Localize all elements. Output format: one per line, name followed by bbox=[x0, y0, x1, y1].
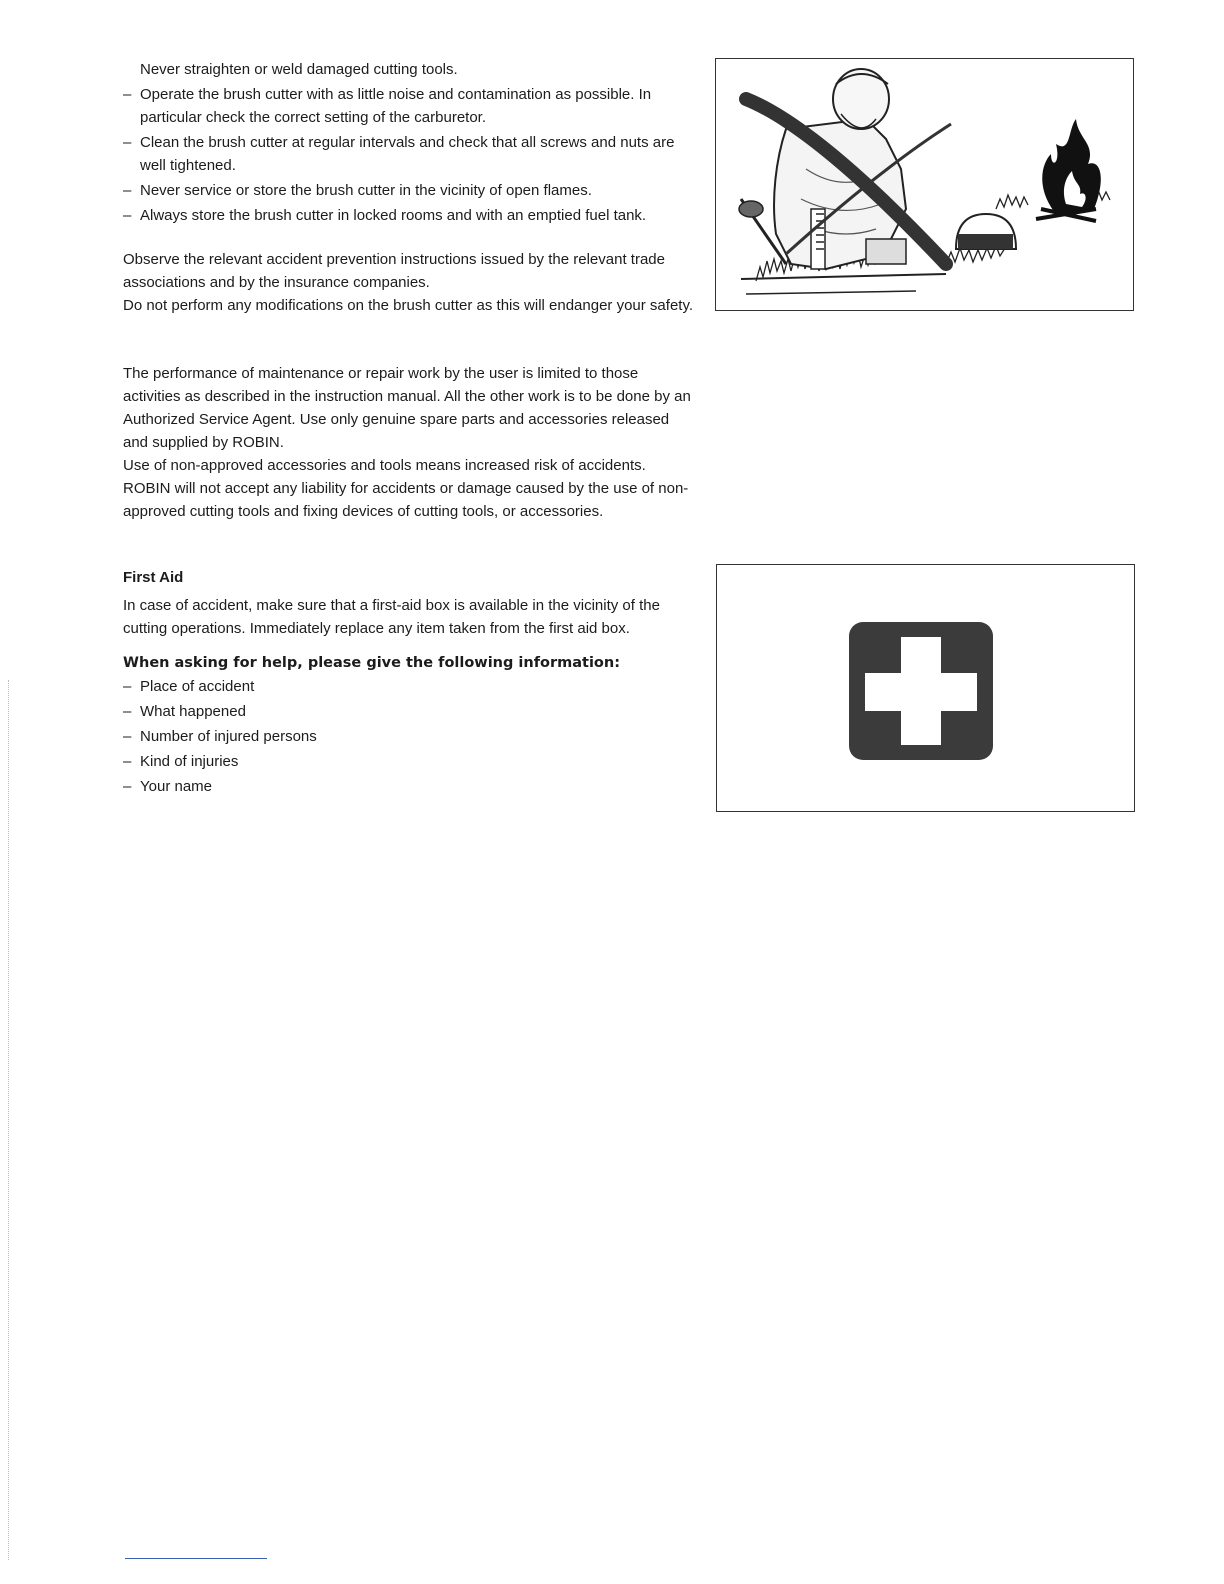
list-item-text: Never service or store the brush cutter in the vicinity of open flames. bbox=[140, 182, 592, 199]
list-item-text: Kind of injuries bbox=[140, 753, 239, 770]
safety-paragraphs bbox=[123, 248, 693, 317]
list-dash: – bbox=[123, 207, 132, 224]
list-item bbox=[123, 204, 693, 227]
list-dash: – bbox=[123, 678, 132, 695]
list-dash: – bbox=[123, 753, 132, 770]
list-item-text: Clean the brush cutter at regular intervals and check that all screws and nuts are well tightened. bbox=[140, 134, 675, 174]
list-item bbox=[123, 675, 693, 698]
no-open-flame-icon bbox=[716, 59, 1133, 310]
list-item bbox=[123, 83, 693, 129]
maintenance-paragraphs bbox=[123, 362, 693, 523]
list-item-text: Number of injured persons bbox=[140, 728, 317, 745]
list-dash: – bbox=[123, 182, 132, 199]
list-item bbox=[123, 725, 693, 748]
list-dash: – bbox=[123, 703, 132, 720]
list-item-text: What happened bbox=[140, 703, 246, 720]
list-item bbox=[123, 131, 693, 177]
no-open-flame-figure bbox=[715, 58, 1134, 311]
list-dash: – bbox=[123, 728, 132, 745]
non-approved-paragraph: Use of non-approved accessories and tools means increased risk of accidents. ROBIN will not accept any liability for accidents or damage caused by the use of non-approved cutting tools and fixing devices of cutting tools, or accessories. bbox=[123, 457, 689, 520]
first-aid-cross-icon bbox=[717, 565, 1134, 811]
observe-paragraph: Observe the relevant accident prevention instructions issued by the relevant trade associations and by the insurance companies. bbox=[123, 251, 665, 291]
maintenance-list bbox=[123, 58, 693, 229]
list-item-text: Always store the brush cutter in locked rooms and with an emptied fuel tank. bbox=[140, 207, 647, 224]
list-dash: – bbox=[123, 134, 132, 151]
scan-edge bbox=[8, 680, 10, 1560]
list-item-text: Place of accident bbox=[140, 678, 255, 695]
list-item bbox=[123, 700, 693, 723]
footer-rule bbox=[125, 1558, 267, 1559]
list-dash: – bbox=[123, 86, 132, 103]
list-item bbox=[123, 775, 693, 798]
list-item-text: Operate the brush cutter with as little noise and contamination as possible. In particular check the correct setting of the carburetor. bbox=[140, 86, 652, 126]
first-aid-heading: First Aid bbox=[123, 569, 184, 586]
list-item bbox=[123, 179, 693, 202]
first-aid-figure bbox=[716, 564, 1135, 812]
first-aid-text: In case of accident, make sure that a first-aid box is available in the vicinity of the cutting operations. Immediately replace any item taken from the first aid box. bbox=[123, 597, 660, 637]
maintenance-paragraph: The performance of maintenance or repair work by the user is limited to those activities as described in the instruction manual. All the other work is to be done by an Authorized Service Agent. Use only genuine spare parts and accessories released and supplied by ROBIN. bbox=[123, 365, 691, 451]
list-item bbox=[123, 750, 693, 773]
list-item-text: Your name bbox=[140, 778, 212, 795]
list-dash: – bbox=[123, 778, 132, 795]
list-continuation: Never straighten or weld damaged cutting tools. bbox=[140, 61, 458, 78]
first-aid-section bbox=[123, 566, 693, 800]
modify-paragraph: Do not perform any modifications on the brush cutter as this will endanger your safety. bbox=[123, 297, 694, 314]
help-heading: When asking for help, please give the following information: bbox=[123, 655, 621, 671]
